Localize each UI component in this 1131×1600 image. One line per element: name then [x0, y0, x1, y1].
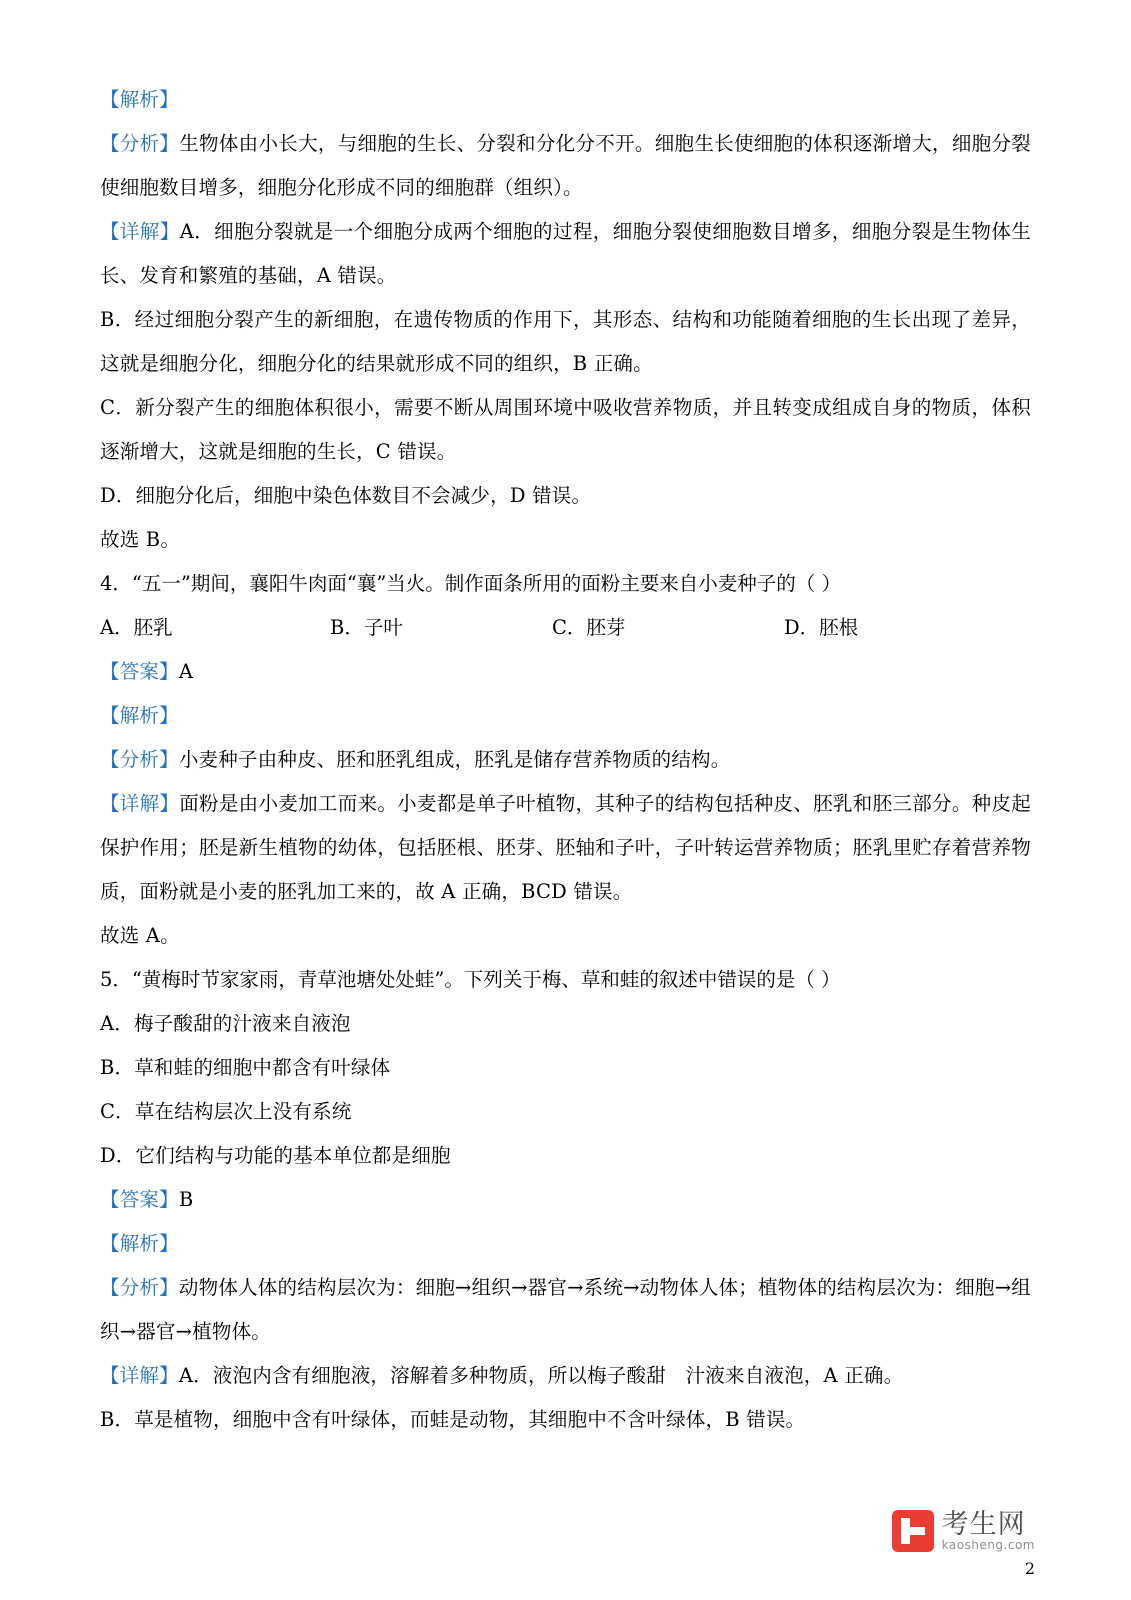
paragraph-option-b: B．经过细胞分裂产生的新细胞，在遗传物质的作用下，其形态、结构和功能随着细胞的生长出现了差异，这就是细胞分化，细胞分化的结果就形成不同的组织，B 正确。	[100, 308, 1031, 375]
paragraph-option-d: D．细胞分化后，细胞中染色体数目不会减少，D 错误。	[100, 484, 592, 507]
paragraph-text: 生物体由小长大，与细胞的生长、分裂和分化分不开。细胞生长使细胞的体积逐渐增大，细胞分裂使细胞数目增多，细胞分化形成不同的细胞群（组织）。	[100, 132, 1031, 199]
question-5-option-d: D．它们结构与功能的基本单位都是细胞	[100, 1144, 451, 1167]
option-c: C．胚芽	[552, 616, 626, 639]
tag-daan: 【答案】	[100, 1188, 179, 1211]
question-5-stem: 5．“黄梅时节家家雨，青草池塘处处蛙”。下列关于梅、草和蛙的叙述中错误的是（ ）	[100, 968, 841, 991]
paragraph-text: 动物体人体的结构层次为：细胞→组织→器官→系统→动物体人体；植物体的结构层次为：细胞→组织→器官→植物体。	[100, 1276, 1031, 1343]
question-5-explanation-tag	[100, 1222, 1031, 1266]
option-a: A．胚乳	[100, 616, 173, 639]
tag-fenxi: 【分析】	[100, 748, 179, 771]
tag-jiexi: 【解析】	[100, 88, 179, 111]
tag-xiangjie: 【详解】	[100, 220, 180, 243]
page-number: 2	[1024, 1559, 1035, 1578]
option-b: B．子叶	[330, 616, 403, 639]
tag-xiangjie: 【详解】	[100, 1364, 179, 1387]
paragraph-analysis	[100, 122, 1031, 210]
question-5-analysis	[100, 1266, 1031, 1354]
paragraph-text: 面粉是由小麦加工而来。小麦都是单子叶植物，其种子的结构包括种皮、胚乳和胚三部分。种皮起保护作用；胚是新生植物的幼体，包括胚根、胚芽、胚轴和子叶，子叶转运营养物质；胚乳里贮存着营养物质，面粉就是小麦的胚乳加工来的，故 A 正确，BCD 错误。	[100, 792, 1031, 903]
tag-fenxi: 【分析】	[100, 1276, 179, 1299]
option-d: D．胚根	[784, 616, 859, 639]
tag-fenxi: 【分析】	[100, 132, 180, 155]
question-5-answer	[100, 1178, 1031, 1222]
question-5-option-b: B．草和蛙的细胞中都含有叶绿体	[100, 1056, 391, 1079]
paragraph-analysis-tag	[100, 78, 1031, 122]
tag-xiangjie: 【详解】	[100, 792, 180, 815]
paragraph-text: 小麦种子由种皮、胚和胚乳组成，胚乳是储存营养物质的结构。	[178, 748, 731, 771]
paragraph-text: A．液泡内含有细胞液，溶解着多种物质，所以梅子酸甜 汁液来自液泡，A 正确。	[178, 1364, 904, 1387]
paragraph-detail	[100, 210, 1031, 298]
tag-jiexi: 【解析】	[100, 1232, 179, 1255]
watermark-url: kaosheng.com	[941, 1537, 1035, 1552]
question-4-detail	[100, 782, 1031, 914]
paragraph-answer-choice: 故选 B。	[100, 528, 181, 551]
watermark	[892, 1510, 1035, 1552]
question-4-options	[100, 606, 1031, 650]
question-4-conclusion: 故选 A。	[100, 924, 180, 947]
answer-value: B	[178, 1188, 194, 1211]
paragraph-option-c: C．新分裂产生的细胞体积很小，需要不断从周围环境中吸收营养物质，并且转变成组成自身的物质，体积逐渐增大，这就是细胞的生长，C 错误。	[100, 396, 1031, 463]
question-5-option-c: C．草在结构层次上没有系统	[100, 1100, 352, 1123]
question-5-detail-b: B．草是植物，细胞中含有叶绿体，而蛙是动物，其细胞中不含叶绿体，B 错误。	[100, 1408, 806, 1431]
question-4-answer	[100, 650, 1031, 694]
watermark-text	[941, 1508, 1035, 1552]
question-5-detail	[100, 1354, 1031, 1398]
paragraph-text: A．细胞分裂就是一个细胞分成两个细胞的过程，细胞分裂使细胞数目增多，细胞分裂是生物体生长、发育和繁殖的基础，A 错误。	[100, 220, 1031, 287]
watermark-logo-icon	[892, 1510, 934, 1552]
answer-value: A	[178, 660, 194, 683]
question-4-stem: 4．“五一”期间，襄阳牛肉面“襄”当火。制作面条所用的面粉主要来自小麦种子的（ ）	[100, 572, 841, 595]
question-4-analysis	[100, 738, 1031, 782]
question-5-option-a: A．梅子酸甜的汁液来自液泡	[100, 1012, 351, 1035]
tag-daan: 【答案】	[100, 660, 179, 683]
question-4-explanation-tag	[100, 694, 1031, 738]
watermark-name: 考生网	[941, 1508, 1026, 1540]
tag-jiexi: 【解析】	[100, 704, 179, 727]
